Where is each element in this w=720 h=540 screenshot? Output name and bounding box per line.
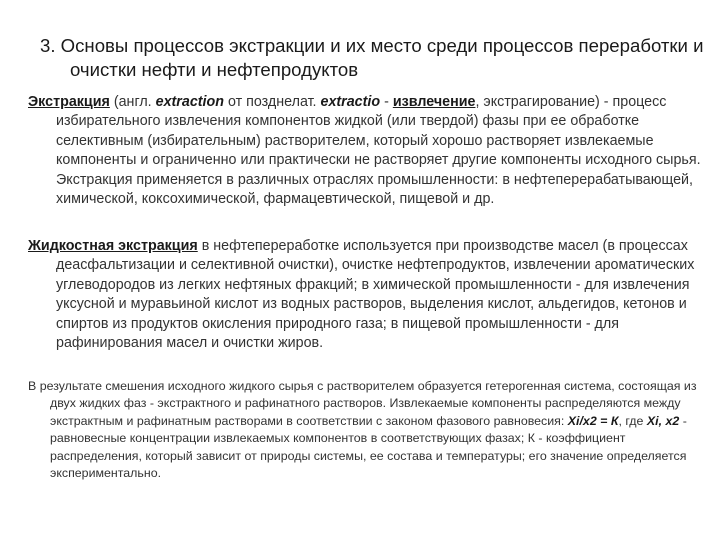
text-segment: (англ. — [109, 94, 156, 110]
paragraph-extraction-definition — [28, 93, 720, 209]
text-segment: от позднелат. — [223, 94, 321, 110]
formula-variables: Xi, x2 — [646, 413, 680, 428]
text-segment: , где — [618, 413, 647, 428]
keyword-extraction-en: extraction — [155, 94, 224, 110]
paragraph-phase-equilibrium — [28, 378, 718, 482]
keyword-izvlechenie: извлечение — [392, 94, 476, 110]
text-segment: - — [380, 94, 393, 110]
text-segment: в нефтепереработке используется при производстве масел (в процессах деасфальтизации и селективной очистки), очистке нефтепродуктов, извлечении ароматических углеводородов из легких нефтяных фракций; в химической промышленности - для извлечения уксусной и муравьиной кислот из водных растворов, выделения кислот, альдегидов, кетонов и спиртов из продуктов окисления природного газа; в пищевой промышленности - для рафинирования масел и очистки жиров. — [56, 238, 695, 352]
term-extraction: Экстракция — [28, 94, 110, 110]
text-segment: - равновесные концентрации извлекаемых компонентов в соответствующих фазах; К - коэффициент распределения, который зависит от природы системы, ее состава и температуры; его значение определяется экспериментально. — [50, 413, 687, 481]
term-liquid-extraction: Жидкостная экстракция — [28, 238, 198, 254]
paragraph-liquid-extraction — [28, 237, 720, 353]
keyword-extractio-lat: extractio — [320, 94, 381, 110]
text-segment: , экстрагирование) - процесс избирательного извлечения компонентов жидкой (или твердой) фазы при ее обработке селективным (избирательным) растворителем, который хорошо растворяет извлекаемые компоненты и ограниченно или практически не растворяет другие компоненты исходного сырья. Экстракция применяется в различных отраслях промышленности: в нефтеперерабатывающей, химической, коксохимической, фармацевтической, пищевой и др. — [56, 94, 701, 208]
page-title: 3. Основы процессов экстракции и их место среди процессов переработки и очистки нефти и нефтепродуктов — [40, 35, 704, 80]
text-segment: В результате смешения исходного жидкого сырья с растворителем образуется гетерогенная система, состоящая из двух жидких фаз - экстрактного и рафинатного растворов. Извлекаемые компоненты распределяются между экстрактным и рафинатным растворами в соответствии с законом фазового равновесия: — [28, 379, 697, 428]
formula-distribution: Xi/x2 = К — [567, 413, 619, 428]
